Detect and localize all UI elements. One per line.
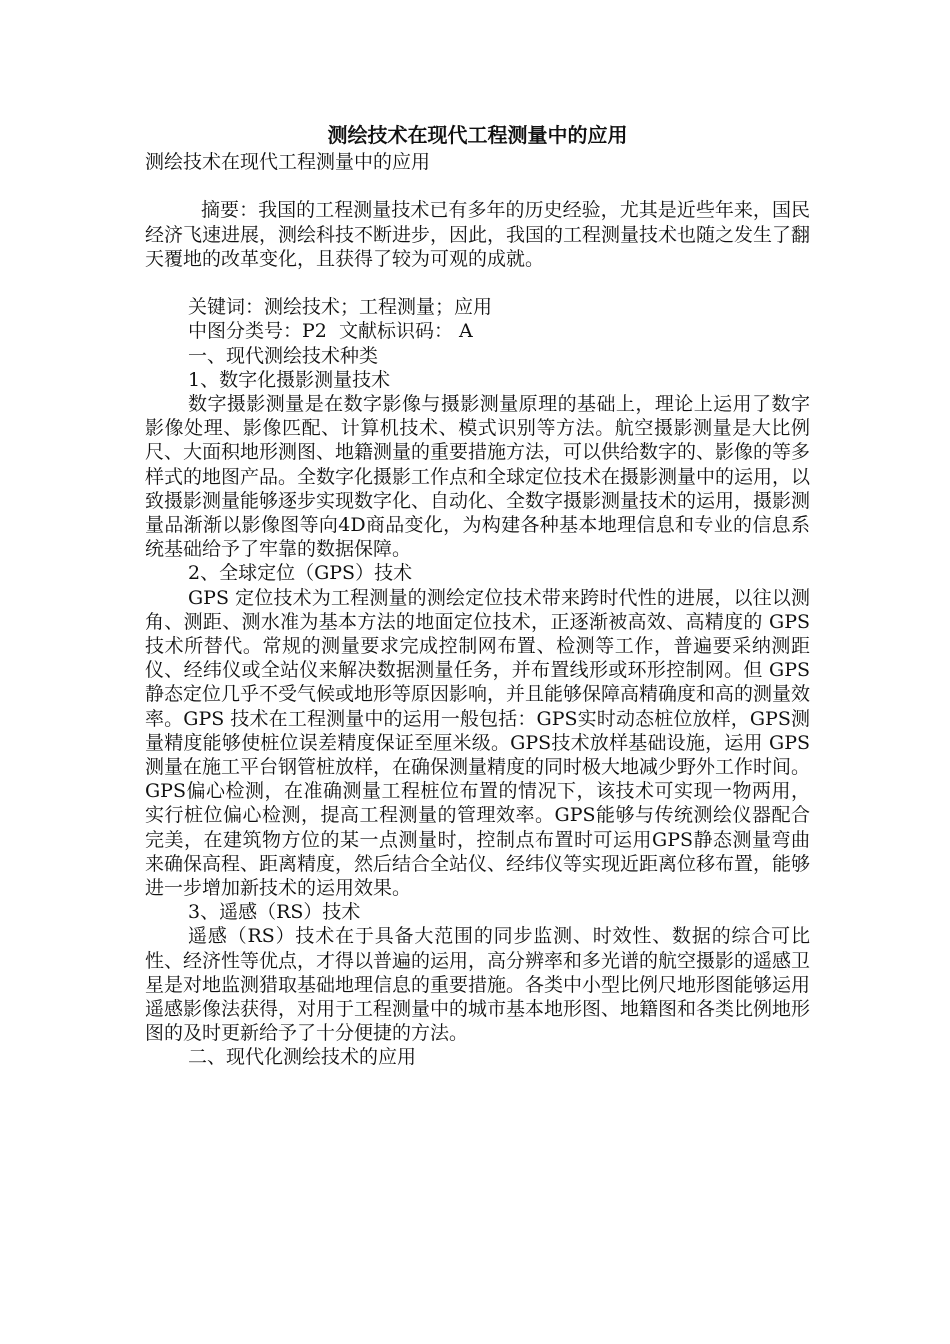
subsection-heading-1: 1、数字化摄影测量技术 bbox=[188, 368, 391, 391]
spacer bbox=[145, 271, 810, 295]
spacer bbox=[145, 174, 810, 198]
subsection-paragraph-1: 数字摄影测量是在数字影像与摄影测量原理的基础上，理论上运用了数字影像处理、影像匹配、计算机技术、模式识别等方法。航空摄影测量是大比例尺、大面积地形测图、地籍测量的重要措施方法，可以供给数字的、影像的等多样式的地图产品。全数字化摄影工作点和全球定位技术在摄影测量中的运用，以致摄影测量能够逐步实现数字化、自动化、全数字摄影测量技术的运用，摄影测量品渐渐以影像图等向4D商品变化，为构建各种基本地理信息和专业的信息系统基础给予了牢靠的数据保障。 bbox=[145, 393, 811, 561]
document-body bbox=[145, 150, 810, 1070]
subsection-paragraph-2: GPS 定位技术为工程测量的测绘定位技术带来跨时代性的进展，以往以测角、测距、测水准为基本方法的地面定位技术，正逐渐被高效、高精度的 GPS技术所替代。常规的测量要求完成控制网布置、检测等工作，普遍要采纳测距仪、经纬仪或全站仪来解决数据测量任务，并布置线形或环形控制网。但 GPS静态定位几乎不受气候或地形等原因影响，并且能够保障高精确度和高的测量效率。GPS 技术在工程测量中的运用一般包括：GPS实时动态桩位放样，GPS测量精度能够使桩位误差精度保证至厘米级。GPS技术放样基础设施，运用 GPS测量在施工平台钢管桩放样，在确保测量精度的同时极大地减少野外工作时间。GPS偏心检测，在准确测量工程桩位布置的情况下，该技术可实现一物两用，实行桩位偏心检测，提高工程测量的管理效率。GPS能够与传统测绘仪器配合完美，在建筑物方位的某一点测量时，控制点布置时可运用GPS静态测量弯曲来确保高程、距离精度，然后结合全站仪、经纬仪等实现近距离位移布置，能够进一步增加新技术的运用效果。 bbox=[145, 586, 811, 900]
classification-line: 中图分类号：P2 文献标识码： A bbox=[188, 320, 473, 343]
subsection-heading-2: 2、全球定位（GPS）技术 bbox=[188, 562, 413, 585]
abstract-paragraph: 摘要：我国的工程测量技术已有多年的历史经验，尤其是近些年来，国民经济飞速进展，测绘科技不断进步，因此，我国的工程测量技术也随之发生了翻天覆地的改革变化，且获得了较为可观的成就。 bbox=[145, 199, 811, 270]
document-title: 测绘技术在现代工程测量中的应用 bbox=[327, 123, 628, 147]
keywords-line: 关键词：测绘技术；工程测量；应用 bbox=[188, 296, 493, 319]
section-heading-1: 一、现代测绘技术种类 bbox=[188, 344, 379, 367]
document-subtitle: 测绘技术在现代工程测量中的应用 bbox=[145, 151, 431, 173]
subsection-heading-3: 3、遥感（RS）技术 bbox=[188, 901, 361, 924]
subsection-paragraph-3: 遥感（RS）技术在于具备大范围的同步监测、时效性、数据的综合可比性、经济性等优点，才得以普遍的运用，高分辨率和多光谱的航空摄影的遥感卫星是对地监测猎取基础地理信息的重要措施。各类中小型比例尺地形图能够运用遥感影像法获得，对用于工程测量中的城市基本地形图、地籍图和各类比例地形图的及时更新给予了十分便捷的方法。 bbox=[145, 925, 811, 1045]
section-heading-2: 二、现代化测绘技术的应用 bbox=[188, 1046, 417, 1069]
